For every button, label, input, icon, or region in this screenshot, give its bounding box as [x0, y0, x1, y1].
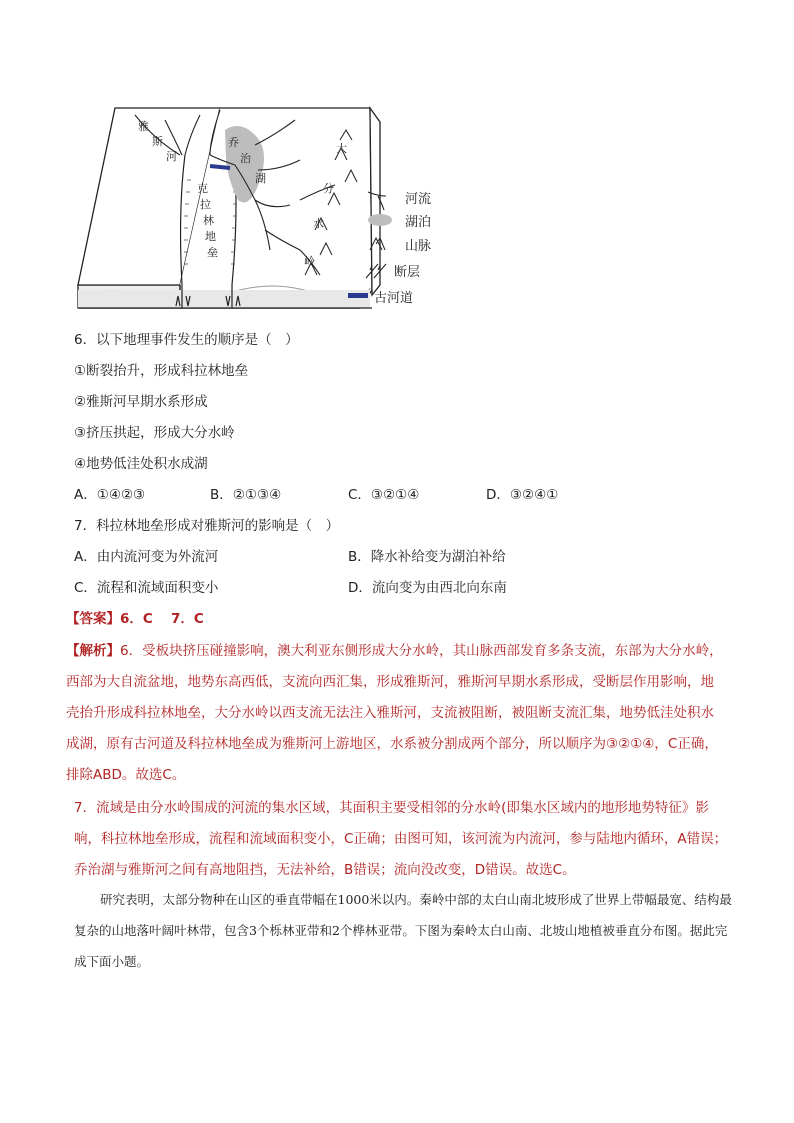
label-ke: 克: [197, 182, 208, 195]
q7-option-b[interactable]: B．降水补给变为湖泊补给: [348, 549, 506, 565]
q6-option-d[interactable]: D．③②④①: [486, 487, 559, 503]
q6-item-2: ②雅斯河早期水系形成: [74, 394, 208, 410]
analysis-paragraph-1: [66, 636, 726, 791]
analysis-tag: 【解析】: [66, 643, 120, 659]
analysis-paragraph-2: 7．流域是由分水岭围成的河流的集水区域，其面积主要受相邻的分水岭(即集水区域内的地形地势特征》影响，科拉林地垒形成，流程和流域面积变小，C正确；由图可知，该河流为内流河，参与陆地内循环，A错误；乔治湖与雅斯河之间有高地阻挡，无法补给，B错误；流向没改变，D错误。故选C。: [74, 800, 728, 878]
label-si: 斯: [152, 135, 163, 148]
label-lei: 垒: [207, 246, 218, 259]
label-ling: 岭: [304, 255, 315, 268]
q6-item-4: ④地势低洼处积水成湖: [74, 456, 208, 472]
q7-option-c[interactable]: C．流程和流域面积变小: [74, 580, 219, 596]
label-di: 地: [205, 230, 216, 243]
label-ya: 雅: [138, 120, 149, 133]
answer-text: 6．C 7．C: [120, 611, 204, 627]
q7-stem: 7．科拉林地垒形成对雅斯河的影响是（ ）: [74, 518, 340, 534]
q7-option-a[interactable]: A．由内流河变为外流河: [74, 549, 219, 565]
legend-river-label: 河流: [405, 192, 432, 207]
reading-passage: 研究表明，太部分物种在山区的垂直带幅在1000米以内。秦岭中部的太白山南北坡形成了世界上带幅最宽、结构最复杂的山地落叶阔叶林带，包含3个栎林亚带和2个桦林亚带。下图为秦岭太白山南、北坡山地植被垂直分布图。据此完成下面小题。: [74, 892, 732, 969]
label-fen: 分: [323, 182, 334, 195]
legend-lake-icon: [368, 214, 392, 226]
label-shui: 水: [313, 217, 324, 230]
q6-item-1: ①断裂抬升，形成科拉林地垒: [74, 363, 249, 379]
q6-option-b[interactable]: B．②①③④: [210, 487, 282, 503]
label-da: 大: [336, 142, 347, 155]
legend-ancient-river-icon: [348, 293, 368, 298]
q7-option-d[interactable]: D．流向变为由西北向东南: [348, 580, 507, 596]
label-lin: 林: [203, 214, 214, 227]
legend-lake-label: 湖泊: [405, 215, 432, 230]
label-zhi: 治: [240, 152, 251, 165]
q6-item-3: ③挤压拱起，形成大分水岭: [74, 425, 235, 441]
legend-fault-label: 断层: [394, 265, 421, 280]
label-la: 拉: [200, 198, 211, 211]
label-he: 河: [166, 150, 177, 163]
legend-ancient-river-label: 古河道: [374, 291, 414, 306]
legend-mountain-label: 山脉: [405, 239, 432, 254]
label-qiao: 乔: [228, 136, 239, 149]
analysis-p1: 6．受板块挤压碰撞影响，澳大利亚东侧形成大分水岭，其山脉西部发育多条支流，东部为大分水岭，西部为大自流盆地，地势东高西低，支流向西汇集，形成雅斯河，雅斯河早期水系形成，受断层作用影响，地壳抬升形成科拉林地垒，大分水岭以西支流无法注入雅斯河，支流被阻断，被阻断支流汇集，地势低洼处积水成湖，原有古河道及科拉林地垒成为雅斯河上游地区，水系被分割成两个部分，所以顺序为③②①④，C正确，排除ABD。故选C。: [66, 643, 723, 783]
label-hu: 湖: [255, 172, 266, 185]
geology-block-diagram: [60, 100, 460, 325]
q6-stem: 6．以下地理事件发生的顺序是（ ）: [74, 332, 299, 348]
q6-option-c[interactable]: C．③②①④: [348, 487, 420, 503]
answer-tag: 【答案】: [66, 611, 120, 627]
ancient-river-channel: [210, 166, 230, 168]
answer-line: [66, 609, 204, 629]
q6-option-a[interactable]: A．①④②③: [74, 487, 146, 503]
